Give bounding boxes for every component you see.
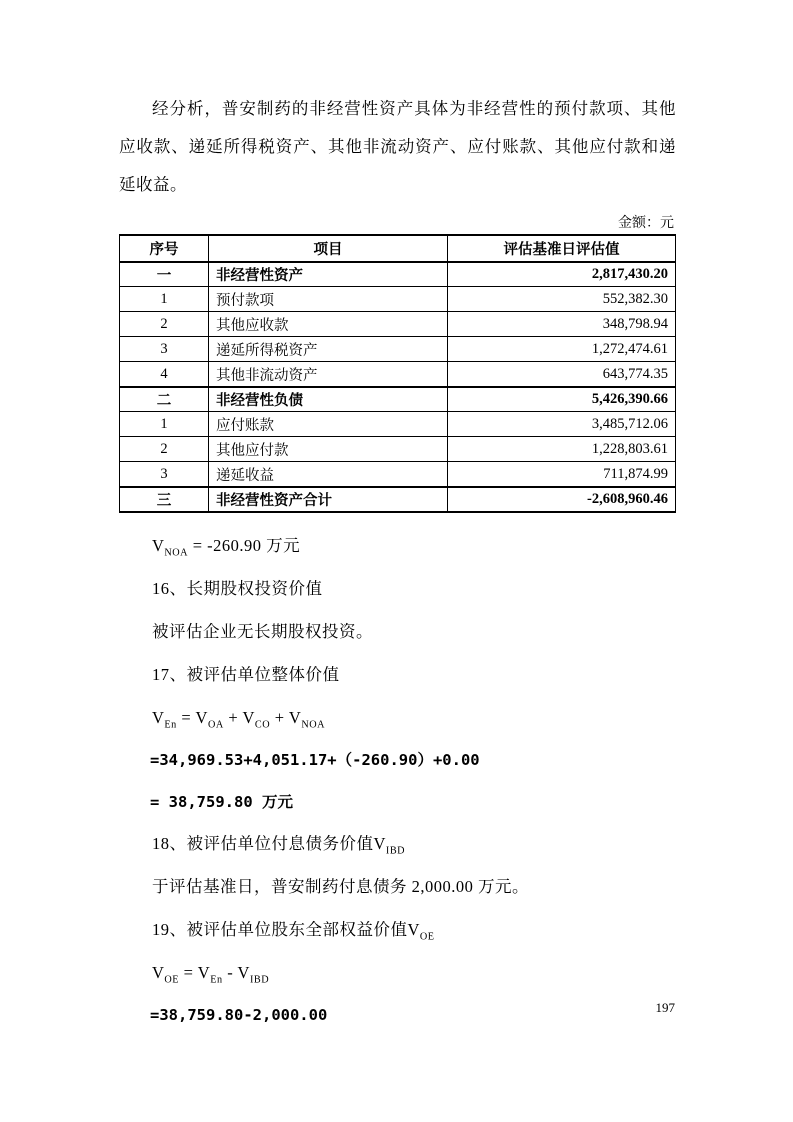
formula-text: - V (222, 963, 250, 983)
table-row (120, 387, 676, 412)
cell-item: 递延所得税资产 (208, 337, 447, 362)
section-18-body: 于评估基准日，普安制药付息债务 2,000.00 万元。 (152, 877, 529, 897)
ven-formula (119, 705, 676, 731)
formula-text: V (152, 963, 165, 983)
table-row (120, 337, 676, 362)
table-row (120, 412, 676, 437)
table-row (120, 437, 676, 462)
formula-subscript: OE (419, 931, 435, 943)
formula-text: V (152, 535, 165, 555)
section-19-heading (119, 917, 676, 943)
formula-subscript: NOA (164, 547, 189, 559)
formula-subscript: IBD (249, 974, 270, 986)
cell-item: 非经营性负债 (208, 387, 447, 412)
section-18-heading (119, 831, 676, 857)
formula-text: V (152, 708, 165, 728)
cell-no: 1 (120, 412, 209, 437)
table-row (120, 287, 676, 312)
body-text (119, 533, 676, 1028)
cell-value: 5,426,390.66 (448, 387, 676, 412)
formula-subscript: IBD (385, 845, 406, 857)
formula-subscript: CO (254, 719, 271, 731)
col-header-item: 项目 (208, 235, 447, 262)
cell-item: 其他应收款 (208, 312, 447, 337)
calc-line-1: =34,969.53+4,051.17+（-260.90）+0.00 (150, 751, 480, 770)
cell-value: 711,874.99 (448, 462, 676, 487)
cell-item: 应付账款 (208, 412, 447, 437)
cell-no: 二 (120, 387, 209, 412)
cell-item: 递延收益 (208, 462, 447, 487)
cell-item: 预付款项 (208, 287, 447, 312)
table-row (120, 312, 676, 337)
heading-text: 18、被评估单位付息债务价值V (152, 834, 386, 854)
table-row (120, 262, 676, 287)
calc-line-2: = 38,759.80 万元 (150, 792, 293, 811)
cell-value: 1,272,474.61 (448, 337, 676, 362)
cell-no: 2 (120, 312, 209, 337)
col-header-no: 序号 (120, 235, 209, 262)
voe-formula (119, 960, 676, 986)
page-number: 197 (655, 1000, 675, 1015)
cell-no: 4 (120, 362, 209, 387)
intro-paragraph: 经分析，普安制药的非经营性资产具体为非经营性的预付款项、其他应收款、递延所得税资产、其他非流动资产、应付账款、其他应付款和递延收益。 (119, 99, 676, 194)
cell-no: 一 (120, 262, 209, 287)
formula-text: = V (176, 708, 208, 728)
formula-subscript: OA (207, 719, 224, 731)
cell-value: 348,798.94 (448, 312, 676, 337)
cell-no: 1 (120, 287, 209, 312)
section-16-body: 被评估企业无长期股权投资。 (152, 621, 373, 641)
section-16-heading: 16、长期股权投资价值 (152, 578, 323, 598)
cell-no: 3 (120, 337, 209, 362)
table-header-row (120, 235, 676, 262)
cell-item: 其他应付款 (208, 437, 447, 462)
formula-text: = V (179, 963, 211, 983)
cell-no: 三 (120, 487, 209, 512)
cell-value: 552,382.30 (448, 287, 676, 312)
table-row (120, 462, 676, 487)
formula-subscript: En (210, 974, 223, 986)
calc-line-3: =38,759.80-2,000.00 (150, 1006, 328, 1025)
formula-subscript: En (164, 719, 177, 731)
vnoa-formula (119, 533, 676, 559)
section-17-heading: 17、被评估单位整体价值 (152, 665, 340, 684)
cell-item: 其他非流动资产 (208, 362, 447, 387)
cell-item: 非经营性资产合计 (208, 487, 447, 512)
col-header-value: 评估基准日评估值 (448, 235, 676, 262)
formula-subscript: OE (164, 974, 180, 986)
cell-item: 非经营性资产 (208, 262, 447, 287)
table-unit-label: 金额：元 (618, 215, 674, 231)
cell-no: 3 (120, 462, 209, 487)
cell-value: 2,817,430.20 (448, 262, 676, 287)
heading-text: 19、被评估单位股东全部权益价值V (152, 920, 420, 940)
cell-value: 1,228,803.61 (448, 437, 676, 462)
cell-value: 643,774.35 (448, 362, 676, 387)
formula-text: + V (223, 708, 255, 728)
formula-subscript: NOA (301, 719, 325, 731)
non-operating-assets-table (119, 234, 676, 513)
cell-no: 2 (120, 437, 209, 462)
formula-text: = -260.90 万元 (188, 535, 301, 555)
formula-text: + V (270, 708, 302, 728)
table-row (120, 362, 676, 387)
cell-value: 3,485,712.06 (448, 412, 676, 437)
table-row (120, 487, 676, 512)
cell-value: -2,608,960.46 (448, 487, 676, 512)
